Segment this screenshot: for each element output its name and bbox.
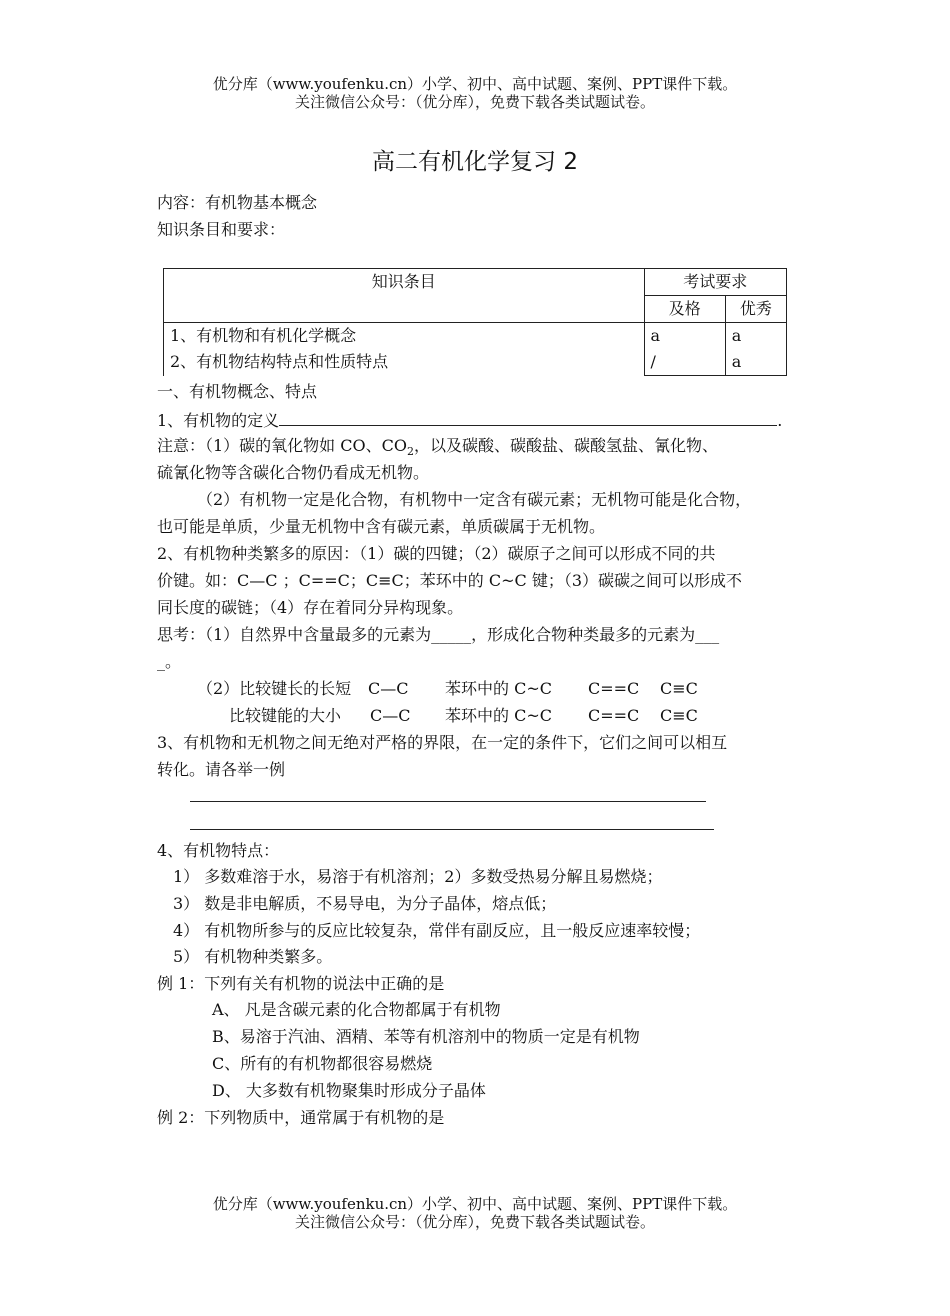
example1-option-c: C、所有的有机物都很容易燃烧 <box>212 1054 433 1073</box>
note1-text-a: 注意：（1）碳的氧化物如 CO、CO <box>157 436 407 455</box>
compare-length-bond1: C—C <box>368 679 409 698</box>
requirements-line: 知识条目和要求： <box>157 220 286 239</box>
note1-text-b: ，以及碳酸、碳酸盐、碳酸氢盐、氰化物、 <box>414 436 719 455</box>
example1-option-b: B、易溶于汽油、酒精、苯等有机溶剂中的物质一定是有机物 <box>212 1027 640 1046</box>
note1-line1 <box>157 435 718 457</box>
note1-subscript: 2 <box>407 445 414 459</box>
reason-line2: 价键。如：C—C ；C==C；C≡C；苯环中的 C~C 键；（3）碳碳之间可以形成不 <box>157 571 743 590</box>
features-heading: 4、有机物特点： <box>157 841 280 860</box>
definition-line <box>157 408 782 432</box>
table-header-pass: 及格 <box>644 296 725 323</box>
table-header-requirement: 考试要求 <box>644 269 786 296</box>
footer-line-1: 优分库（www.youfenku.cn）小学、初中、高中试题、案例、PPT课件下载。 <box>212 1195 738 1213</box>
compare-energy-bond1: C—C <box>370 706 411 725</box>
feature-item-1: 1） 多数难溶于水，易溶于有机溶剂；2）多数受热易分解且易燃烧； <box>173 867 663 886</box>
example1-question: 例 1：下列有关有机物的说法中正确的是 <box>157 974 445 993</box>
table-header-excellent: 优秀 <box>725 296 786 323</box>
table-excellent-2: a <box>731 352 742 371</box>
answer-line-1 <box>190 801 706 802</box>
conversion-line1: 3、有机物和无机物之间无绝对严格的界限，在一定的条件下，它们之间可以相互 <box>157 733 728 752</box>
content-line: 内容：有机物基本概念 <box>157 193 318 212</box>
compare-energy-label: 比较键能的大小 <box>229 706 342 725</box>
note2-line1: （2）有机物一定是化合物，有机物中一定含有碳元素；无机物可能是化合物， <box>197 490 752 509</box>
page-title: 高二有机化学复习 2 <box>372 149 578 175</box>
feature-item-3: 4） 有机物所参与的反应比较复杂，常伴有副反应，且一般反应速率较慢； <box>173 921 701 940</box>
feature-item-2: 3） 数是非电解质，不易导电，为分子晶体，熔点低； <box>173 894 557 913</box>
table-header-item: 知识条目 <box>164 269 645 323</box>
note1-line2: 硫氰化物等含碳化合物仍看成无机物。 <box>157 463 430 482</box>
answer-line-2 <box>190 829 714 830</box>
table-item-2: 2、有机物结构特点和性质特点 <box>170 352 389 371</box>
compare-length-bond3: C==C <box>588 679 640 698</box>
compare-energy-bond3: C==C <box>588 706 640 725</box>
table-pass-2: / <box>650 352 656 371</box>
footer-line-2: 关注微信公众号：（优分库），免费下载各类试题试卷。 <box>294 1213 655 1231</box>
conversion-line2: 转化。请各举一例 <box>157 760 286 779</box>
example1-option-a: A、 凡是含碳元素的化合物都属于有机物 <box>212 1000 501 1019</box>
definition-end: . <box>777 411 783 430</box>
think-line2: _。 <box>157 652 182 671</box>
table-row <box>164 323 787 376</box>
table-row-item <box>164 323 645 376</box>
table-pass-1: a <box>650 326 661 345</box>
table-item-1: 1、有机物和有机化学概念 <box>170 326 357 345</box>
example2-question: 例 2：下列物质中，通常属于有机物的是 <box>157 1108 445 1127</box>
example1-option-d: D、 大多数有机物聚集时形成分子晶体 <box>212 1081 486 1100</box>
table-row-pass <box>644 323 725 376</box>
header-line-1: 优分库（www.youfenku.cn）小学、初中、高中试题、案例、PPT课件下载。 <box>212 75 738 93</box>
compare-length-bond4: C≡C <box>660 679 698 698</box>
header-line-2: 关注微信公众号：（优分库），免费下载各类试题试卷。 <box>294 93 655 111</box>
think-line1: 思考：（1）自然界中含量最多的元素为_____，形成化合物种类最多的元素为___ <box>157 625 720 644</box>
reason-line1: 2、有机物种类繁多的原因：（1）碳的四键；（2）碳原子之间可以形成不同的共 <box>157 544 716 563</box>
section-heading: 一、有机物概念、特点 <box>157 382 318 401</box>
compare-length-bond2: 苯环中的 C~C <box>445 679 552 698</box>
note2-line2: 也可能是单质，少量无机物中含有碳元素，单质碳属于无机物。 <box>157 517 606 536</box>
compare-energy-bond4: C≡C <box>660 706 698 725</box>
compare-energy-bond2: 苯环中的 C~C <box>445 706 552 725</box>
table-excellent-1: a <box>731 326 742 345</box>
definition-blank <box>279 408 777 426</box>
definition-label: 1、有机物的定义 <box>157 411 280 430</box>
compare-length-label: （2）比较键长的长短 <box>197 679 352 698</box>
table-row-excellent <box>725 323 786 376</box>
reason-line3: 同长度的碳链；（4）存在着同分异构现象。 <box>157 598 464 617</box>
feature-item-4: 5） 有机物种类繁多。 <box>173 947 333 966</box>
knowledge-table <box>163 268 787 376</box>
